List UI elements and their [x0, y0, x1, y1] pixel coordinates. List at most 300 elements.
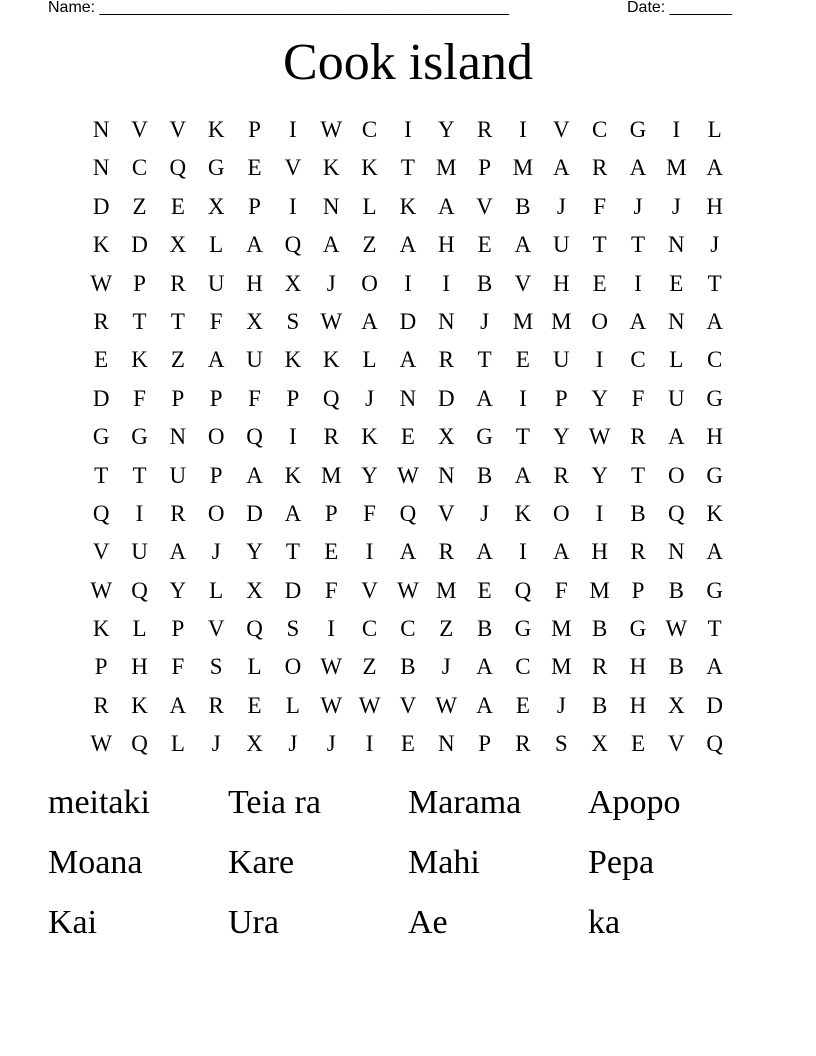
- grid-letter: W: [90, 731, 113, 757]
- grid-row: [82, 303, 734, 341]
- grid-letter: U: [552, 347, 570, 373]
- grid-letter: D: [246, 500, 263, 526]
- grid-letter: L: [362, 193, 377, 219]
- grid-letter: I: [327, 616, 336, 642]
- grid-letter: P: [209, 462, 223, 488]
- grid-letter: A: [514, 232, 532, 258]
- grid-letter: J: [671, 193, 681, 219]
- grid-letter: A: [169, 539, 187, 565]
- grid-letter: O: [284, 654, 302, 680]
- grid-letter: J: [365, 385, 375, 411]
- grid-letter: I: [289, 117, 297, 142]
- grid-letter: A: [399, 232, 417, 258]
- grid-letter: A: [476, 385, 493, 411]
- grid-letter: T: [132, 462, 147, 488]
- grid-letter: M: [551, 308, 572, 334]
- grid-letter: A: [552, 539, 570, 565]
- grid-letter: X: [591, 731, 608, 757]
- word-list-item: Mahi: [408, 844, 480, 881]
- grid-letter: V: [207, 616, 225, 642]
- grid-letter: Z: [439, 616, 454, 642]
- grid-letter: P: [554, 385, 568, 411]
- grid-letter: K: [92, 232, 110, 258]
- grid-letter: Q: [246, 424, 263, 450]
- grid-letter: Q: [399, 500, 417, 526]
- grid-letter: U: [131, 539, 148, 565]
- grid-letter: L: [209, 577, 224, 603]
- grid-letter: M: [551, 616, 572, 642]
- grid-letter: F: [554, 577, 568, 603]
- name-field-label: Name: ______________________________________________: [48, 0, 509, 16]
- grid-letter: K: [322, 347, 340, 373]
- grid-letter: M: [551, 654, 572, 680]
- word-list: [48, 778, 768, 958]
- grid-letter: A: [322, 232, 340, 258]
- grid-letter: T: [515, 424, 530, 450]
- grid-letter: G: [629, 117, 647, 142]
- grid-letter: P: [324, 500, 338, 526]
- grid-letter: K: [131, 347, 148, 373]
- grid-letter: A: [246, 232, 263, 258]
- grid-letter: E: [170, 193, 185, 219]
- grid-letter: E: [247, 155, 262, 181]
- grid-letter: Q: [131, 577, 148, 603]
- grid-letter: H: [131, 654, 148, 680]
- grid-letter: O: [361, 270, 378, 296]
- grid-letter: C: [361, 616, 378, 642]
- grid-letter: W: [320, 654, 343, 680]
- grid-letter: W: [90, 270, 113, 296]
- grid-row: [82, 610, 734, 648]
- grid-letter: N: [322, 193, 340, 219]
- grid-row: [82, 111, 734, 149]
- grid-letter: C: [131, 155, 148, 181]
- grid-letter: R: [170, 270, 186, 296]
- grid-letter: R: [591, 155, 608, 181]
- grid-letter: H: [437, 232, 455, 258]
- grid-letter: O: [207, 500, 225, 526]
- grid-letter: M: [512, 155, 534, 181]
- grid-letter: P: [631, 577, 645, 603]
- grid-letter: T: [400, 155, 415, 181]
- grid-letter: Y: [246, 539, 263, 565]
- grid-letter: L: [132, 616, 147, 642]
- grid-letter: C: [515, 654, 531, 680]
- grid-letter: D: [131, 232, 148, 258]
- grid-letter: I: [634, 270, 642, 296]
- grid-letter: L: [247, 654, 262, 680]
- grid-letter: J: [326, 270, 336, 296]
- grid-letter: A: [706, 155, 723, 181]
- grid-letter: J: [556, 193, 566, 219]
- grid-letter: N: [668, 539, 685, 565]
- grid-letter: W: [320, 308, 343, 334]
- grid-letter: F: [171, 654, 185, 680]
- grid-letter: I: [135, 500, 144, 526]
- grid-letter: P: [286, 385, 300, 411]
- grid-letter: D: [92, 385, 110, 411]
- grid-letter: T: [592, 232, 607, 258]
- grid-letter: X: [169, 232, 187, 258]
- grid-letter: M: [589, 577, 610, 603]
- grid-letter: H: [591, 539, 608, 565]
- grid-letter: L: [285, 692, 300, 718]
- grid-letter: H: [706, 193, 723, 219]
- grid-letter: Q: [92, 500, 110, 526]
- grid-letter: N: [437, 462, 455, 488]
- grid-row: [82, 188, 734, 226]
- grid-letter: N: [169, 424, 187, 450]
- grid-letter: V: [668, 731, 685, 757]
- grid-letter: L: [707, 117, 722, 142]
- grid-letter: X: [246, 577, 263, 603]
- grid-letter: X: [207, 193, 225, 219]
- grid-letter: G: [207, 155, 225, 181]
- grid-letter: T: [94, 462, 109, 488]
- grid-letter: S: [286, 616, 300, 642]
- grid-letter: K: [514, 500, 532, 526]
- grid-letter: V: [552, 117, 570, 142]
- grid-letter: K: [207, 117, 225, 142]
- grid-letter: Q: [668, 500, 685, 526]
- grid-letter: N: [437, 308, 455, 334]
- grid-letter: O: [591, 308, 608, 334]
- grid-letter: G: [706, 385, 723, 411]
- grid-letter: N: [437, 731, 455, 757]
- grid-letter: I: [519, 117, 527, 142]
- grid-letter: K: [361, 424, 378, 450]
- grid-letter: K: [322, 155, 340, 181]
- grid-letter: P: [478, 731, 491, 757]
- grid-letter: F: [209, 308, 223, 334]
- grid-letter: N: [668, 308, 685, 334]
- grid-letter: H: [629, 692, 647, 718]
- grid-letter: W: [397, 462, 419, 488]
- grid-letter: F: [363, 500, 376, 526]
- word-list-item: ka: [588, 904, 621, 941]
- grid-letter: E: [477, 577, 492, 603]
- grid-letter: A: [169, 692, 187, 718]
- grid-letter: B: [476, 616, 493, 642]
- grid-letter: Y: [552, 424, 570, 450]
- grid-letter: A: [399, 539, 417, 565]
- grid-letter: E: [247, 692, 262, 718]
- grid-letter: A: [514, 462, 532, 488]
- word-list-item: Marama: [408, 784, 522, 821]
- grid-letter: J: [633, 193, 643, 219]
- grid-letter: U: [552, 232, 570, 258]
- grid-letter: Z: [362, 654, 377, 680]
- word-list-item: Kai: [48, 904, 98, 941]
- date-field-label: Date: _______: [627, 0, 732, 16]
- grid-letter: M: [512, 308, 534, 334]
- grid-letter: I: [519, 539, 527, 565]
- grid-letter: G: [92, 424, 110, 450]
- grid-letter: A: [476, 692, 493, 718]
- grid-letter: R: [630, 539, 646, 565]
- word-search-grid: [82, 111, 734, 764]
- grid-letter: Q: [131, 731, 148, 757]
- grid-letter: W: [358, 692, 381, 718]
- grid-letter: R: [170, 500, 186, 526]
- grid-letter: X: [668, 692, 685, 718]
- grid-letter: E: [669, 270, 684, 296]
- grid-letter: B: [668, 577, 684, 603]
- grid-letter: Y: [437, 117, 455, 142]
- grid-letter: W: [90, 577, 113, 603]
- grid-letter: I: [289, 424, 297, 450]
- grid-letter: E: [94, 347, 109, 373]
- grid-letter: K: [706, 500, 723, 526]
- grid-letter: A: [399, 347, 417, 373]
- grid-letter: U: [668, 385, 685, 411]
- grid-letter: N: [92, 117, 110, 142]
- grid-letter: K: [284, 347, 302, 373]
- grid-letter: L: [362, 347, 377, 373]
- grid-letter: U: [246, 347, 263, 373]
- grid-letter: C: [400, 616, 416, 642]
- word-list-item: Teia ra: [228, 784, 321, 821]
- grid-letter: W: [397, 577, 419, 603]
- grid-letter: B: [476, 462, 493, 488]
- grid-letter: N: [668, 232, 685, 258]
- grid-letter: A: [706, 539, 723, 565]
- grid-letter: S: [554, 731, 568, 757]
- grid-row: [82, 533, 734, 571]
- grid-letter: R: [438, 347, 454, 373]
- grid-letter: L: [669, 347, 684, 373]
- grid-letter: C: [707, 347, 723, 373]
- grid-row: [82, 341, 734, 379]
- grid-letter: T: [477, 347, 492, 373]
- grid-letter: E: [515, 692, 530, 718]
- grid-row: [82, 687, 734, 725]
- grid-letter: K: [131, 692, 148, 718]
- grid-letter: K: [361, 155, 378, 181]
- grid-letter: A: [476, 539, 493, 565]
- word-list-item: Ura: [228, 904, 279, 941]
- page-title: Cook island: [283, 34, 533, 91]
- grid-letter: V: [361, 577, 378, 603]
- word-list-item: Moana: [48, 844, 143, 881]
- grid-letter: I: [404, 270, 412, 296]
- header-line: [48, 0, 748, 18]
- grid-letter: X: [246, 308, 263, 334]
- grid-letter: F: [631, 385, 645, 411]
- grid-letter: U: [207, 270, 225, 296]
- grid-letter: Q: [706, 731, 723, 757]
- grid-letter: M: [436, 577, 457, 603]
- grid-letter: B: [668, 654, 684, 680]
- grid-letter: T: [707, 616, 722, 642]
- grid-letter: C: [361, 117, 378, 142]
- grid-letter: D: [284, 577, 302, 603]
- grid-row: [82, 572, 734, 610]
- grid-letter: K: [92, 616, 110, 642]
- grid-letter: F: [248, 385, 261, 411]
- grid-letter: P: [248, 117, 261, 142]
- grid-row: [82, 648, 734, 686]
- grid-letter: Q: [322, 385, 340, 411]
- grid-letter: H: [552, 270, 570, 296]
- grid-letter: A: [207, 347, 225, 373]
- grid-letter: T: [132, 308, 147, 334]
- grid-letter: J: [211, 731, 221, 757]
- grid-letter: R: [93, 692, 109, 718]
- grid-letter: V: [476, 193, 493, 219]
- grid-letter: A: [629, 308, 647, 334]
- grid-letter: V: [437, 500, 455, 526]
- grid-letter: W: [665, 616, 688, 642]
- grid-letter: W: [320, 117, 343, 142]
- grid-letter: P: [133, 270, 146, 296]
- grid-letter: V: [131, 117, 148, 142]
- grid-letter: G: [514, 616, 532, 642]
- grid-letter: O: [668, 462, 685, 488]
- grid-letter: W: [588, 424, 611, 450]
- grid-letter: K: [284, 462, 302, 488]
- grid-letter: D: [399, 308, 417, 334]
- grid-letter: B: [476, 270, 493, 296]
- grid-letter: A: [706, 308, 723, 334]
- grid-letter: T: [285, 539, 300, 565]
- grid-letter: W: [435, 692, 458, 718]
- grid-letter: R: [476, 117, 493, 142]
- grid-letter: E: [630, 731, 646, 757]
- grid-letter: A: [284, 500, 302, 526]
- grid-letter: R: [630, 424, 646, 450]
- grid-letter: I: [672, 117, 681, 142]
- grid-letter: J: [710, 232, 720, 258]
- grid-letter: B: [591, 616, 608, 642]
- grid-letter: H: [706, 424, 723, 450]
- grid-letter: V: [399, 692, 417, 718]
- grid-letter: R: [208, 692, 224, 718]
- grid-letter: P: [94, 654, 108, 680]
- grid-letter: G: [629, 616, 647, 642]
- grid-letter: F: [133, 385, 146, 411]
- grid-letter: G: [476, 424, 493, 450]
- grid-letter: A: [706, 654, 723, 680]
- grid-row: [82, 418, 734, 456]
- grid-letter: J: [441, 654, 451, 680]
- grid-letter: G: [706, 577, 723, 603]
- grid-letter: P: [478, 155, 491, 181]
- grid-letter: I: [595, 500, 604, 526]
- grid-letter: J: [211, 539, 221, 565]
- grid-letter: A: [476, 654, 493, 680]
- grid-letter: Y: [591, 462, 608, 488]
- grid-letter: G: [131, 424, 148, 450]
- grid-letter: T: [630, 232, 646, 258]
- grid-letter: I: [442, 270, 451, 296]
- grid-letter: I: [595, 347, 604, 373]
- grid-letter: A: [629, 155, 647, 181]
- grid-letter: Z: [132, 193, 147, 219]
- grid-letter: A: [668, 424, 685, 450]
- grid-letter: H: [246, 270, 263, 296]
- grid-letter: I: [519, 385, 527, 411]
- grid-letter: Y: [169, 577, 187, 603]
- grid-letter: V: [92, 539, 110, 565]
- grid-letter: J: [480, 500, 490, 526]
- grid-letter: Q: [514, 577, 532, 603]
- grid-letter: J: [480, 308, 490, 334]
- grid-letter: V: [284, 155, 302, 181]
- grid-letter: P: [209, 385, 223, 411]
- grid-letter: V: [169, 117, 187, 142]
- grid-letter: E: [400, 731, 415, 757]
- grid-letter: S: [209, 654, 223, 680]
- grid-letter: I: [404, 117, 412, 142]
- grid-letter: A: [361, 308, 378, 334]
- grid-letter: Y: [591, 385, 608, 411]
- grid-letter: C: [591, 117, 608, 142]
- grid-letter: I: [365, 539, 374, 565]
- grid-letter: Z: [362, 232, 377, 258]
- grid-letter: L: [209, 232, 224, 258]
- grid-row: [82, 265, 734, 303]
- grid-letter: P: [171, 616, 185, 642]
- grid-row: [82, 495, 734, 533]
- grid-letter: P: [248, 193, 261, 219]
- grid-letter: B: [591, 692, 608, 718]
- grid-letter: B: [515, 193, 531, 219]
- grid-letter: B: [400, 654, 416, 680]
- grid-letter: J: [556, 692, 566, 718]
- grid-letter: R: [553, 462, 569, 488]
- grid-letter: Q: [284, 232, 302, 258]
- grid-letter: J: [326, 731, 336, 757]
- grid-letter: E: [400, 424, 415, 450]
- grid-letter: Y: [361, 462, 378, 488]
- grid-letter: D: [92, 193, 110, 219]
- word-list-item: Kare: [228, 844, 295, 881]
- grid-letter: W: [320, 692, 343, 718]
- grid-row: [82, 149, 734, 187]
- grid-letter: R: [515, 731, 531, 757]
- grid-letter: O: [552, 500, 570, 526]
- grid-letter: X: [284, 270, 302, 296]
- grid-letter: E: [324, 539, 339, 565]
- grid-letter: M: [436, 155, 457, 181]
- grid-letter: X: [246, 731, 263, 757]
- grid-letter: N: [399, 385, 417, 411]
- grid-letter: T: [630, 462, 646, 488]
- grid-letter: A: [246, 462, 263, 488]
- grid-letter: Q: [169, 155, 187, 181]
- grid-letter: I: [289, 193, 297, 219]
- grid-letter: D: [437, 385, 455, 411]
- grid-letter: B: [630, 500, 646, 526]
- grid-letter: L: [170, 731, 185, 757]
- word-list-item: Apopo: [588, 784, 681, 821]
- grid-row: [82, 380, 734, 418]
- grid-letter: I: [365, 731, 374, 757]
- grid-letter: H: [629, 654, 647, 680]
- grid-letter: F: [593, 193, 607, 219]
- grid-letter: Q: [246, 616, 263, 642]
- grid-letter: P: [171, 385, 185, 411]
- grid-letter: A: [552, 155, 570, 181]
- grid-letter: X: [437, 424, 455, 450]
- grid-letter: Z: [170, 347, 185, 373]
- grid-letter: O: [207, 424, 225, 450]
- grid-row: [82, 457, 734, 495]
- grid-row: [82, 226, 734, 264]
- grid-row: [82, 725, 734, 763]
- grid-letter: E: [515, 347, 530, 373]
